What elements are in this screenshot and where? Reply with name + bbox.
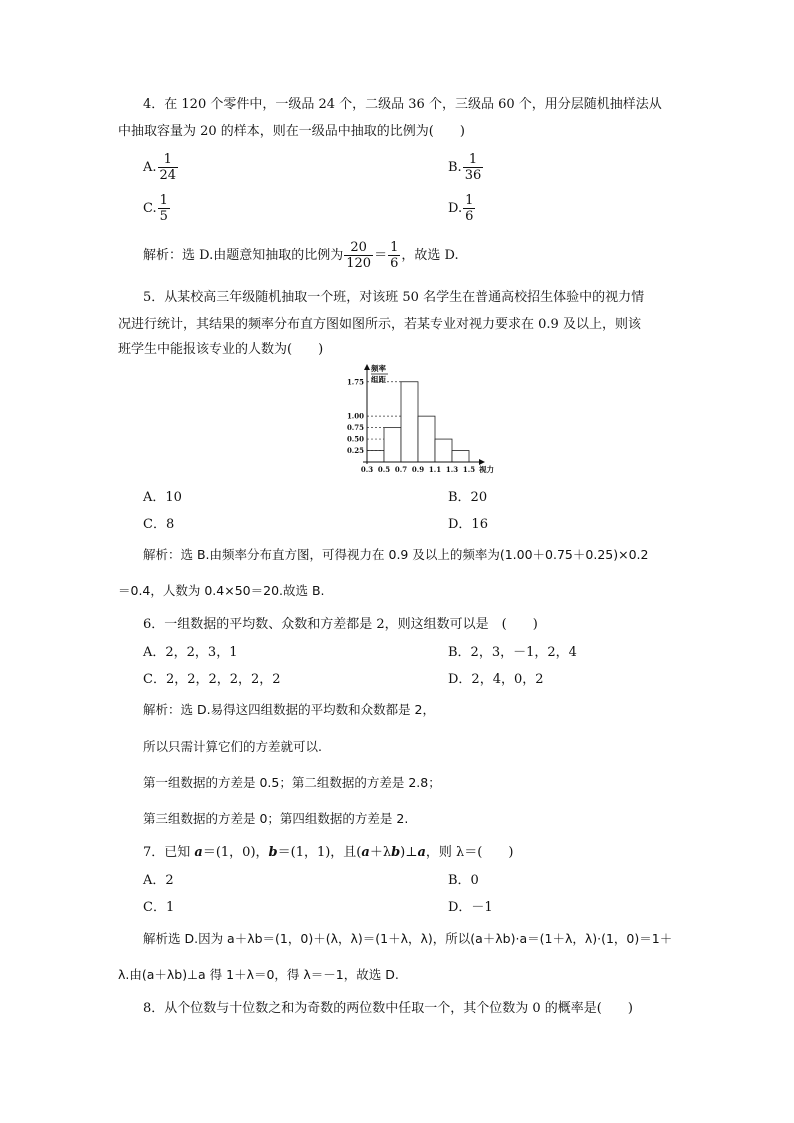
vector-b: b xyxy=(391,845,401,860)
q5-solution-line2: ＝0.4，人数为 0.4×50＝20.故选 B. xyxy=(118,583,325,598)
q5-option-a: A．10 xyxy=(143,490,182,505)
q5-solution-line1: 解析：选 B.由频率分布直方图，可得视力在 0.9 及以上的频率为(1.00＋0.75＋0.25)×0.2 xyxy=(143,547,649,562)
q6-option-d: D．2，4，0，2 xyxy=(448,672,544,687)
option-letter: B. xyxy=(448,160,462,175)
fraction-numerator: 1 xyxy=(159,193,168,208)
fraction-numerator: 1 xyxy=(465,193,474,208)
q7-stem xyxy=(143,844,513,862)
x-tick-label: 1.1 xyxy=(428,465,442,474)
q7-solution-line2: λ.由(a＋λb)⊥a 得 1＋λ＝0，得 λ＝－1，故选 D. xyxy=(118,967,399,982)
option-fraction xyxy=(463,193,475,224)
x-tick-label: 0.5 xyxy=(377,465,391,474)
fraction-denominator: 36 xyxy=(464,168,482,183)
q4-stem-line2: 中抽取容量为 20 的样本，则在一级品中抽取的比例为( ) xyxy=(118,124,465,139)
stem-text: )⊥ xyxy=(400,845,418,860)
stem-text: ，则 λ＝( ) xyxy=(425,845,514,860)
histogram-bar xyxy=(418,416,435,462)
solution-text: 解析：选 D.由题意知抽取的比例为 xyxy=(143,248,344,263)
histogram-bar xyxy=(435,439,452,462)
q6-stem: 6．一组数据的平均数、众数和方差都是 2，则这组数可以是 ( ) xyxy=(143,617,538,632)
fraction-numerator: 1 xyxy=(158,152,179,168)
fraction-denominator: 120 xyxy=(346,256,372,271)
stem-text: ＝(1，0)， xyxy=(202,845,269,860)
solution-fraction-1 xyxy=(344,240,373,271)
q6-option-a: A．2，2，3，1 xyxy=(143,645,238,660)
q6-solution-line4: 第三组数据的方差是 0；第四组数据的方差是 2. xyxy=(143,811,409,826)
x-tick-label: 0.9 xyxy=(411,465,425,474)
option-fraction xyxy=(158,152,179,183)
option-letter: C. xyxy=(143,201,157,216)
q5-option-b: B．20 xyxy=(448,490,488,505)
q5-stem-line2: 况进行统计，其结果的频率分布直方图如图所示，若某专业对视力要求在 0.9 及以上，则该 xyxy=(118,317,641,332)
solution-fraction-2 xyxy=(388,240,400,271)
y-tick-label: 1.00 xyxy=(346,411,364,421)
y-axis-title-top: 频率 xyxy=(371,364,386,373)
y-tick-label: 0.50 xyxy=(346,434,364,444)
q7-option-c: C．1 xyxy=(143,900,175,915)
histogram-chart xyxy=(335,362,495,482)
q7-solution-line1: 解析选 D.因为 a＋λb＝(1，0)＋(λ，λ)＝(1＋λ，λ)，所以(a＋λb)·a＝(1＋λ，λ)·(1，0)＝1＋ xyxy=(143,931,673,946)
q5-option-c: C．8 xyxy=(143,517,175,532)
q4-option-a xyxy=(143,152,179,183)
x-tick-label: 0.3 xyxy=(360,465,374,474)
vector-a: a xyxy=(194,845,203,860)
fraction-denominator: 6 xyxy=(465,209,474,224)
vector-a: a xyxy=(361,845,370,860)
q7-option-d: D．－1 xyxy=(448,900,493,915)
q4-option-d xyxy=(448,193,476,224)
q5-option-d: D．16 xyxy=(448,517,488,532)
fraction-numerator: 20 xyxy=(344,240,373,256)
fraction-denominator: 24 xyxy=(159,168,177,183)
stem-text: ＋λ xyxy=(369,845,392,860)
y-tick-label: 0.75 xyxy=(346,423,364,433)
q7-option-a: A．2 xyxy=(143,873,174,888)
fraction-numerator: 1 xyxy=(463,152,484,168)
solution-text-end: ，故选 D. xyxy=(401,248,459,263)
q4-stem-line1: 4．在 120 个零件中，一级品 24 个，二级品 36 个，三级品 60 个，用分层随机抽样法从 xyxy=(143,97,662,112)
equals-sign: ＝ xyxy=(374,248,388,263)
stem-text: ＝(1，1)，且( xyxy=(277,845,362,860)
option-fraction xyxy=(158,193,170,224)
q6-solution-line1: 解析：选 D.易得这四组数据的平均数和众数都是 2， xyxy=(143,702,435,717)
q6-solution-line3: 第一组数据的方差是 0.5；第二组数据的方差是 2.8； xyxy=(143,775,441,790)
fraction-denominator: 6 xyxy=(390,256,399,271)
q7-option-b: B．0 xyxy=(448,873,479,888)
option-fraction xyxy=(463,152,484,183)
histogram-bar xyxy=(452,451,469,462)
y-tick-label: 1.75 xyxy=(346,377,364,387)
x-axis-label: 视力 xyxy=(479,465,494,474)
q5-stem-line3: 班学生中能报该专业的人数为( ) xyxy=(118,342,324,357)
q8-stem: 8．从个位数与十位数之和为奇数的两位数中任取一个，其个位数为 0 的概率是( ) xyxy=(143,1001,633,1016)
fraction-numerator: 1 xyxy=(390,240,399,255)
histogram-bar xyxy=(384,428,401,462)
q6-option-b: B．2，3，－1，2，4 xyxy=(448,645,577,660)
histogram-bar xyxy=(401,382,418,462)
stem-text: 7．已知 xyxy=(143,845,195,860)
q4-option-c xyxy=(143,193,171,224)
fraction-denominator: 5 xyxy=(159,209,168,224)
x-tick-label: 1.3 xyxy=(445,465,459,474)
y-axis-title-bottom: 组距 xyxy=(371,375,386,384)
q6-solution-line2: 所以只需计算它们的方差就可以. xyxy=(143,739,322,754)
x-tick-label: 0.7 xyxy=(394,465,408,474)
option-letter: A. xyxy=(143,160,157,175)
histogram-bar xyxy=(367,451,384,462)
vector-b: b xyxy=(268,845,278,860)
x-tick-label: 1.5 xyxy=(462,465,476,474)
q5-stem-line1: 5．从某校高三年级随机抽取一个班，对该班 50 名学生在普通高校招生体验中的视力情 xyxy=(143,290,645,305)
q6-option-c: C．2，2，2，2，2，2 xyxy=(143,672,281,687)
q4-solution xyxy=(143,240,459,271)
y-tick-label: 0.25 xyxy=(346,446,364,456)
option-letter: D. xyxy=(448,201,463,216)
q4-option-b xyxy=(448,152,484,183)
vector-a: a xyxy=(417,845,426,860)
y-axis-arrow xyxy=(364,364,370,370)
